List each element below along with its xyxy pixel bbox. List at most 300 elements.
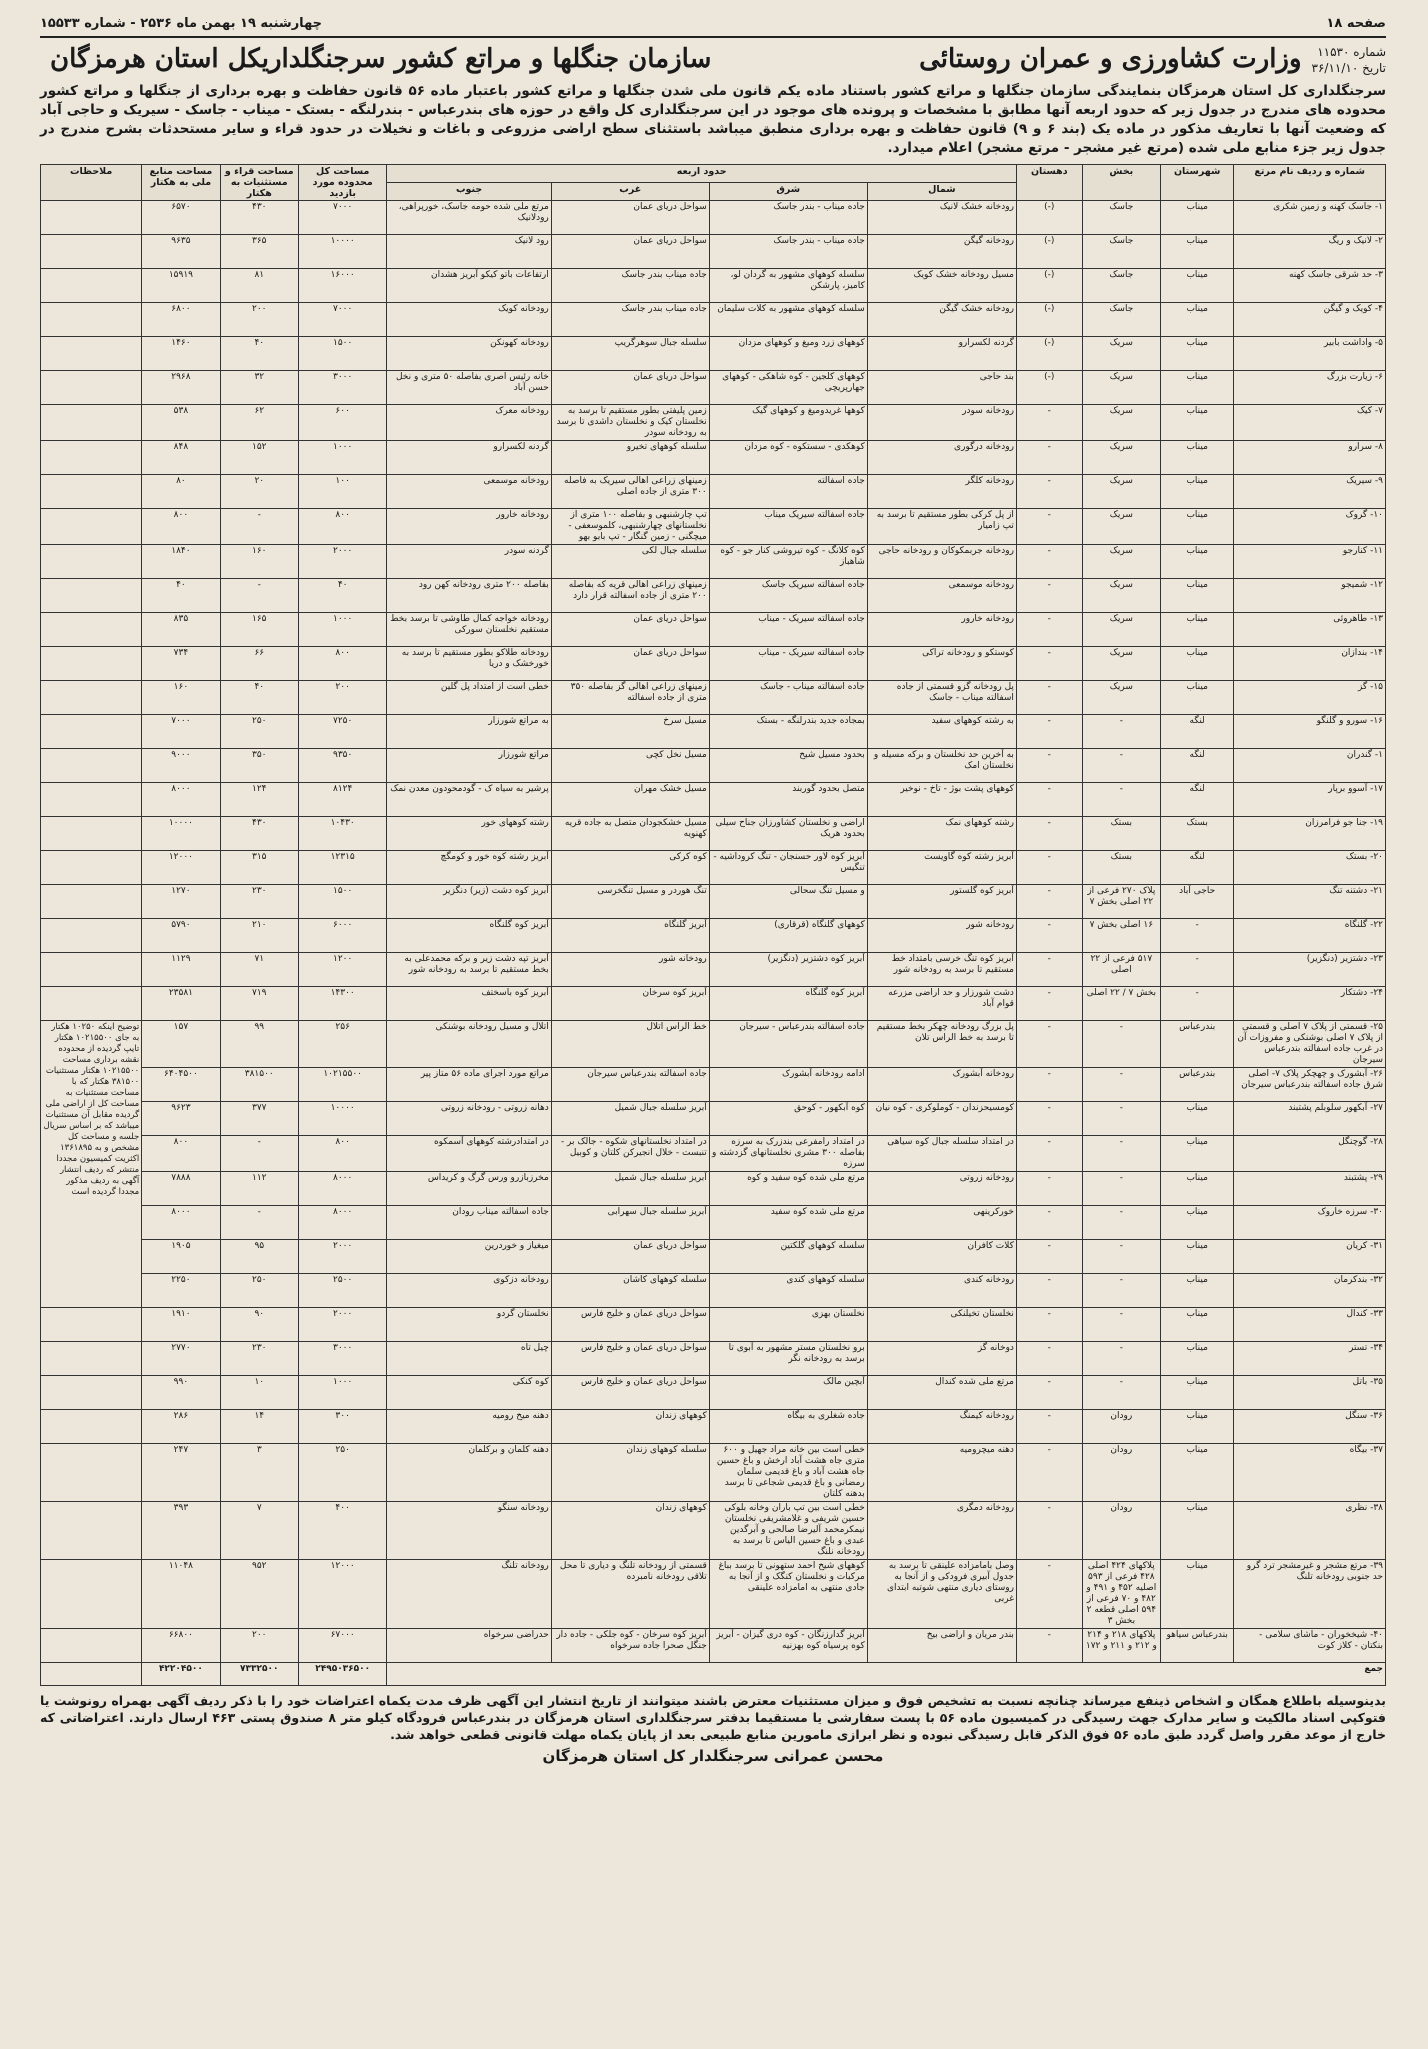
cell-east: کوهکدی - سستکوه - کوه مزدان — [709, 441, 867, 475]
cell-north: رودخانه خشک لانیک — [867, 201, 1016, 235]
cell-district: ۱۶ اصلی بخش ۷ — [1082, 919, 1160, 953]
cell-total: ۲۵۰ — [298, 1444, 386, 1502]
cell-west: آبریز سلسله جبال سهرابی — [551, 1206, 709, 1240]
cell-notes — [41, 201, 142, 235]
table-row — [41, 303, 1386, 337]
notice-heading — [40, 44, 1386, 76]
cell-notes — [41, 681, 142, 715]
table-row — [41, 1274, 1386, 1308]
cell-name: ۲۰- بستک — [1234, 851, 1386, 885]
cell-notes — [41, 1342, 142, 1376]
table-row — [41, 681, 1386, 715]
cell-total: ۱۰۰۰۰ — [298, 235, 386, 269]
cell-dehestan: - — [1016, 749, 1082, 783]
cell-notes — [41, 405, 142, 441]
table-row — [41, 1206, 1386, 1240]
cell-district: سریک — [1082, 579, 1160, 613]
cell-county: میناب — [1161, 475, 1234, 509]
cell-south: رود لانیک — [387, 235, 551, 269]
cell-west: تپ چارشنبهی و بفاصله ۱۰۰ متری از نخلستانهای چهارشنبهی، کلموسعفی - میچگنی - زمین گنگار - تپ بابو بهو — [551, 509, 709, 545]
cell-west: زمینهای زراعی اهالی گز بفاصله ۳۵۰ متری از جاده اسفالته — [551, 681, 709, 715]
cell-national: ۱۴۶۰ — [142, 337, 220, 371]
cell-dehestan: - — [1016, 1274, 1082, 1308]
page-label: صفحه ۱۸ — [1326, 15, 1386, 31]
notice-titles — [40, 44, 1312, 74]
cell-north: آبریز کوه تنگ خرسی بامتداد خط مستقیم تا برسد به رودخانه شور — [867, 953, 1016, 987]
table-row — [41, 885, 1386, 919]
cell-notes — [41, 919, 142, 953]
header-area-excluded: مساحت قراء و مستثنیات به هکتار — [220, 165, 298, 201]
cell-north: وصل بامامزاده علینقی تا برسد به جدول آبیری فرودکی و از آنجا به روستای دیاری منتهی شوتبه ابتدای غربی — [867, 1560, 1016, 1629]
cell-name: ۱۷- آسوو برپار — [1234, 783, 1386, 817]
cell-south: نخلستان گردو — [387, 1308, 551, 1342]
cell-total: ۱۵۰۰ — [298, 337, 386, 371]
cell-name: ۲۷- آبکهور سلوبلم پشتبند — [1234, 1102, 1386, 1136]
cell-dehestan: - — [1016, 1629, 1082, 1663]
cell-county: میناب — [1161, 269, 1234, 303]
cell-county: - — [1161, 987, 1234, 1021]
cell-notes — [41, 987, 142, 1021]
cell-total: ۲۰۰ — [298, 681, 386, 715]
table-row — [41, 545, 1386, 579]
cell-notes — [41, 235, 142, 269]
cell-south: گردنه لکسرارو — [387, 441, 551, 475]
cell-dehestan: - — [1016, 1021, 1082, 1068]
cell-total: ۸۰۰ — [298, 647, 386, 681]
cell-excluded: ۲۰۰ — [220, 1629, 298, 1663]
cell-north: به آخرین حد نخلستان و برکه مسیله و نخلستان امک — [867, 749, 1016, 783]
cell-county: حاجی آباد — [1161, 885, 1234, 919]
cell-south: رودخانه دزکوی — [387, 1274, 551, 1308]
cell-name: ۵- واداشت بابیر — [1234, 337, 1386, 371]
cell-east: مرتع ملی شده کوه سفید — [709, 1206, 867, 1240]
totals-total: ۲۴۹۵۰۳۶۵۰۰ — [298, 1663, 386, 1686]
cell-name: ۳۷- بیگاه — [1234, 1444, 1386, 1502]
cell-total: ۸۰۰ — [298, 1136, 386, 1172]
cell-county: میناب — [1161, 681, 1234, 715]
cell-county: میناب — [1161, 579, 1234, 613]
table-row — [41, 579, 1386, 613]
cell-west: سلسله کوههای زندان — [551, 1444, 709, 1502]
cell-name: ۲۲- گلنگاه — [1234, 919, 1386, 953]
cell-dehestan: (-) — [1016, 371, 1082, 405]
cell-district: رودان — [1082, 1444, 1160, 1502]
cell-excluded: ۱۱۲ — [220, 1172, 298, 1206]
cell-excluded: ۷۱ — [220, 953, 298, 987]
cell-county: میناب — [1161, 303, 1234, 337]
cell-total: ۴۰۰ — [298, 1502, 386, 1560]
cell-excluded: ۱۶۰ — [220, 545, 298, 579]
cell-district: - — [1082, 1376, 1160, 1410]
cell-dehestan: - — [1016, 1136, 1082, 1172]
cell-east: کوههای کلجین - کوه شاهکی - کوههای جهارپریچی — [709, 371, 867, 405]
cell-county: میناب — [1161, 1136, 1234, 1172]
cell-district: جاسک — [1082, 303, 1160, 337]
cell-county: بندرعباس سیاهو — [1161, 1629, 1234, 1663]
cell-county: لنگه — [1161, 783, 1234, 817]
header-district: بخش — [1082, 165, 1160, 201]
cell-district: - — [1082, 1206, 1160, 1240]
cell-west: جاده میناب بندر جاسک — [551, 303, 709, 337]
cell-north: رودخانه کندی — [867, 1274, 1016, 1308]
cell-excluded: - — [220, 509, 298, 545]
cell-south: رشته کوههای خور — [387, 817, 551, 851]
cell-total: ۹۳۵۰ — [298, 749, 386, 783]
cell-north: رودخانه درگوری — [867, 441, 1016, 475]
cell-dehestan: - — [1016, 1172, 1082, 1206]
cell-south: ارتفاعات باتو کیکو آبریز هشدان — [387, 269, 551, 303]
cell-notes — [41, 1560, 142, 1629]
cell-east: در امتداد رامفرعی بندزرک به سرزه بفاصله ۳۰۰ مشری نخلستانهای گزدشته و سرزه — [709, 1136, 867, 1172]
cell-national: ۹۰۰۰ — [142, 749, 220, 783]
table-row — [41, 405, 1386, 441]
cell-east: جاده میناب - بندر جاسک — [709, 235, 867, 269]
cell-dehestan: - — [1016, 1410, 1082, 1444]
cell-south: به مراتع شورزار — [387, 715, 551, 749]
cell-east: جاده اسفالته سیریک جاسک — [709, 579, 867, 613]
cell-excluded: ۹۰ — [220, 1308, 298, 1342]
cell-district: سریک — [1082, 681, 1160, 715]
cell-excluded: ۴۳۰ — [220, 201, 298, 235]
cell-north: رودخانه گیگن — [867, 235, 1016, 269]
cell-south: کوه کنکی — [387, 1376, 551, 1410]
cell-north: دهنه میچرومیه — [867, 1444, 1016, 1502]
cell-excluded: ۳ — [220, 1444, 298, 1502]
cell-dehestan: - — [1016, 509, 1082, 545]
notice-reference — [1312, 44, 1386, 76]
cell-total: ۳۰۰۰ — [298, 371, 386, 405]
cell-national: ۱۲۰۰۰ — [142, 851, 220, 885]
cell-east: آبریز گدارزنگان - کوه دری گیزان - آبریز کوه پرسیاه کوه بهزنیه — [709, 1629, 867, 1663]
cell-south: میغیاز و خوردرین — [387, 1240, 551, 1274]
table-row — [41, 1068, 1386, 1102]
cell-district: سریک — [1082, 647, 1160, 681]
cell-national: ۸۳۵ — [142, 613, 220, 647]
cell-district: رودان — [1082, 1410, 1160, 1444]
cell-name: ۲- لانیک و ریگ — [1234, 235, 1386, 269]
table-row — [41, 1502, 1386, 1560]
cell-north: رودخانه سودر — [867, 405, 1016, 441]
cell-name: ۴۰- شیخخوران - ماشای سلامی - بنکتان - کلاز کوت — [1234, 1629, 1386, 1663]
cell-south: آبریز رشته کوه خور و کومگچ — [387, 851, 551, 885]
cell-district: - — [1082, 1068, 1160, 1102]
cell-west: کوه کرکی — [551, 851, 709, 885]
cell-county: بستک — [1161, 817, 1234, 851]
cell-county: میناب — [1161, 1206, 1234, 1240]
cell-south: رودخانه کهونکن — [387, 337, 551, 371]
cell-county: میناب — [1161, 1560, 1234, 1629]
cell-district: بستک — [1082, 817, 1160, 851]
cell-west: سواحل دریای عمان — [551, 1240, 709, 1274]
cell-west: زمینهای زراعی اهالی قریه که بفاصله ۲۰۰ متری از جاده اسفالته قرار دارد — [551, 579, 709, 613]
cell-west: مسیل خشک مهران — [551, 783, 709, 817]
cell-district: سریک — [1082, 405, 1160, 441]
cell-county: میناب — [1161, 1274, 1234, 1308]
cell-county: میناب — [1161, 371, 1234, 405]
cell-south: رودخانه طلاکو بطور مستقیم تا برسد به خورخشک و دریا — [387, 647, 551, 681]
cell-county: بندرعباس — [1161, 1021, 1234, 1068]
cell-district: - — [1082, 1102, 1160, 1136]
cell-dehestan: - — [1016, 783, 1082, 817]
table-row — [41, 647, 1386, 681]
cell-county: - — [1161, 953, 1234, 987]
cell-total: ۲۰۰۰ — [298, 545, 386, 579]
cell-national: ۹۶۳۵ — [142, 235, 220, 269]
cell-national: ۸۰۰۰ — [142, 1206, 220, 1240]
cell-south: رودخانه معرک — [387, 405, 551, 441]
cell-notes — [41, 885, 142, 919]
cell-west: آبریز گلنگاه — [551, 919, 709, 953]
cell-name: ۱۹- جنا جو فرامرزان — [1234, 817, 1386, 851]
header-area-national: مساحت منابع ملی به هکتار — [142, 165, 220, 201]
cell-county: - — [1161, 919, 1234, 953]
cell-national: ۷۰۰۰ — [142, 715, 220, 749]
cell-south: مراتع شورزار — [387, 749, 551, 783]
cell-national: ۸۰۰۰ — [142, 783, 220, 817]
cell-dehestan: - — [1016, 1308, 1082, 1342]
cell-north: بند حاجی — [867, 371, 1016, 405]
cell-name: ۱۴- بندازان — [1234, 647, 1386, 681]
cell-east: کوهها غریدومیغ و کوههای گیک — [709, 405, 867, 441]
table-row — [41, 1376, 1386, 1410]
cell-dehestan: - — [1016, 1560, 1082, 1629]
cell-national: ۵۳۸ — [142, 405, 220, 441]
cell-district: پلاکهای ۲۱۸ و ۲۱۴ و ۲۱۲ و ۲۱۱ و ۱۷۲ — [1082, 1629, 1160, 1663]
cell-total: ۱۰۰۰ — [298, 1376, 386, 1410]
cell-dehestan: - — [1016, 885, 1082, 919]
table-row — [41, 783, 1386, 817]
cell-south: پرشیر به سیاه ک - گودمحودون معدن نمک — [387, 783, 551, 817]
cell-excluded: ۲۵۰ — [220, 715, 298, 749]
cell-total: ۱۰۴۳۰ — [298, 817, 386, 851]
table-row — [41, 337, 1386, 371]
header-notes: ملاحظات — [41, 165, 142, 201]
cell-dehestan: - — [1016, 919, 1082, 953]
cell-dehestan: - — [1016, 1102, 1082, 1136]
cell-east: آبچین مالک — [709, 1376, 867, 1410]
cell-total: ۳۰۰ — [298, 1410, 386, 1444]
cell-dehestan: - — [1016, 681, 1082, 715]
cell-west: آبریز سلسله جبال شمیل — [551, 1172, 709, 1206]
cell-notes — [41, 783, 142, 817]
cell-south: خانه رئیس اصری بفاصله ۵۰ متری و نخل حسن آباد — [387, 371, 551, 405]
cell-district: سریک — [1082, 509, 1160, 545]
cell-notes — [41, 579, 142, 613]
cell-excluded: ۱۰ — [220, 1376, 298, 1410]
cell-east: بحدود مسیل شیخ — [709, 749, 867, 783]
cell-north: رودخانه جربمکوکان و رودخانه حاجی — [867, 545, 1016, 579]
cell-south: اتلال و مسیل رودخانه بوشنکی — [387, 1021, 551, 1068]
cell-dehestan: - — [1016, 987, 1082, 1021]
cell-north: نخلستان تخیلنکی — [867, 1308, 1016, 1342]
cell-east: جاده اسفالته میناب - جاسک — [709, 681, 867, 715]
cell-national: ۲۳۵۸۱ — [142, 987, 220, 1021]
cell-east: مرتع ملی شده کوه سفید و کوه — [709, 1172, 867, 1206]
cell-total: ۶۷۰۰۰ — [298, 1629, 386, 1663]
cell-county: میناب — [1161, 1444, 1234, 1502]
cell-west: سواحل دریای عمان — [551, 371, 709, 405]
cell-north: گردنه لکسرارو — [867, 337, 1016, 371]
cell-district: ۵۱۷ فرعی از ۲۲ اصلی — [1082, 953, 1160, 987]
cell-notes — [41, 1308, 142, 1342]
cell-national: ۱۹۰۵ — [142, 1240, 220, 1274]
totals-label: جمع — [387, 1663, 1386, 1686]
cell-west: جاده اسفالته بندرعباس سیرجان — [551, 1068, 709, 1102]
cell-name: ۱- گندران — [1234, 749, 1386, 783]
cell-south: آبریز کوه دشت (زیر) دنگزیر — [387, 885, 551, 919]
cell-west: زمینهای زراعی اهالی سیریک به فاصله ۳۰۰ متری از جاده اصلی — [551, 475, 709, 509]
cell-county: میناب — [1161, 201, 1234, 235]
cell-national: ۹۹۰ — [142, 1376, 220, 1410]
cell-total: ۶۰۰۰ — [298, 919, 386, 953]
cell-excluded: ۹۵۲ — [220, 1560, 298, 1629]
cell-south: خطی است از امتداد پل گلین — [387, 681, 551, 715]
cell-notes — [41, 817, 142, 851]
cell-dehestan: - — [1016, 1444, 1082, 1502]
cell-south: چیل تاه — [387, 1342, 551, 1376]
totals-national: ۴۲۲۰۴۵۰۰ — [142, 1663, 220, 1686]
cell-excluded: ۱۵۲ — [220, 441, 298, 475]
cell-north: رودخانه خارور — [867, 613, 1016, 647]
cell-county: میناب — [1161, 1342, 1234, 1376]
table-row — [41, 1410, 1386, 1444]
cell-north: به رشته کوههای سفید — [867, 715, 1016, 749]
cell-county: میناب — [1161, 441, 1234, 475]
cell-north: رودخانه موسمعی — [867, 579, 1016, 613]
cell-district: - — [1082, 1342, 1160, 1376]
cell-county: میناب — [1161, 647, 1234, 681]
cell-district: بخش ۷ / ۲۲ اصلی — [1082, 987, 1160, 1021]
cell-notes — [41, 647, 142, 681]
cell-east: جاده اسفالته — [709, 475, 867, 509]
cell-west: سواحل دریای عمان — [551, 613, 709, 647]
cell-dehestan: - — [1016, 579, 1082, 613]
cell-total: ۲۵۶ — [298, 1021, 386, 1068]
cell-west: سواحل دریای عمان و خلیج فارس — [551, 1308, 709, 1342]
cell-national: ۵۷۹۰ — [142, 919, 220, 953]
cell-dehestan: (-) — [1016, 201, 1082, 235]
cell-east: و مسیل تنگ سحالی — [709, 885, 867, 919]
cell-national: ۷۳۴ — [142, 647, 220, 681]
cell-north: رودخانه کیمنگ — [867, 1410, 1016, 1444]
cell-national: ۸۰۰ — [142, 1136, 220, 1172]
cell-south: جاده اسفالته میناب رودان — [387, 1206, 551, 1240]
notice-intro: سرجنگلداری کل استان هرمزگان بنمایندگی سازمان جنگلها و مراتع کشور باستناد ماده یکم قانون ملی شدن جنگلها و مراتع کشور باعتبار ماده ۵۶ قانون حفاظت و بهره برداری از جنگلها و مراتع کشور محدوده های مندرج در جدول زیر که حدود اربعه آنها مطابق با مشخصات و پرونده های موجود در این سرجنگلداری کل واقع در حوزه های بندرعباس - بندرلنگه - بستک - میناب - جاسک - سیریک و حاجی آباد که وضعیت آنها با تعاریف مذکور در ماده یک (بند ۶ و ۹) قانون حفاظت و بهره برداری منطبق میباشد باستثنای سطح اراضی مزروعی و باغات و نخیلات در حدود قراء و سایر مستحدثات بشرح مندرج در جدول زیر جزء منابع ملی شده (مرتع غیر مشجر - مرتع مشجر) اعلام میدارد. — [40, 83, 1386, 156]
header-east: شرق — [709, 183, 867, 201]
cell-dehestan: - — [1016, 545, 1082, 579]
cell-total: ۴۰ — [298, 579, 386, 613]
cell-dehestan: - — [1016, 1376, 1082, 1410]
cell-excluded: ۲۰۰ — [220, 303, 298, 337]
cell-west: مسیل خشکجودان متصل به جاده قریه کهنویه — [551, 817, 709, 851]
header-rule — [40, 36, 1386, 38]
table-header-row — [41, 165, 1386, 183]
cell-national: ۲۸۶ — [142, 1410, 220, 1444]
table-row — [41, 509, 1386, 545]
cell-county: میناب — [1161, 509, 1234, 545]
cell-national: ۱۱۰۴۸ — [142, 1560, 220, 1629]
cell-district: پلاکهای ۴۲۴ اصلی ۴۲۸ فرعی از ۵۹۳ اصلیه ۴۵۲ و ۴۹۱ و ۴۸۲ و ۷۰ فرعی از ۵۹۴ اصلی قطعه ۲ بخش ۳ — [1082, 1560, 1160, 1629]
cell-dehestan: - — [1016, 715, 1082, 749]
cell-west: کوههای زندان — [551, 1502, 709, 1560]
cell-name: ۳۴- تستر — [1234, 1342, 1386, 1376]
cell-county: میناب — [1161, 1376, 1234, 1410]
cell-national: ۳۹۳ — [142, 1502, 220, 1560]
cell-south: دهانه زروتی - رودخانه زروتی — [387, 1102, 551, 1136]
cell-west: زمین پلیفتی بطور مستقیم تا برسد به نخلستان کیک و نخلستان داشدی تا برسد به رودخانه سودر — [551, 405, 709, 441]
cell-dehestan: (-) — [1016, 235, 1082, 269]
cell-east: آبریز کوه گلنگاه — [709, 987, 867, 1021]
cell-name: ۷- کیک — [1234, 405, 1386, 441]
cell-national: ۱۵۹۱۹ — [142, 269, 220, 303]
cell-east: متصل بحدود گوربند — [709, 783, 867, 817]
cell-county: میناب — [1161, 1308, 1234, 1342]
header-dehestan: دهستان — [1016, 165, 1082, 201]
cell-name: ۴- کویک و گیگن — [1234, 303, 1386, 337]
cell-total: ۱۰۰ — [298, 475, 386, 509]
cell-district: بستک — [1082, 851, 1160, 885]
cell-excluded: - — [220, 1206, 298, 1240]
cell-district: سریک — [1082, 371, 1160, 405]
cell-dehestan: - — [1016, 405, 1082, 441]
cell-notes — [41, 441, 142, 475]
cell-name: ۱۶- سورو و گلنگو — [1234, 715, 1386, 749]
cell-dehestan: - — [1016, 475, 1082, 509]
totals-row — [41, 1663, 1386, 1686]
header-south: جنوب — [387, 183, 551, 201]
cell-national: ۱۸۴۰ — [142, 545, 220, 579]
cell-national: ۱۰۰۰۰ — [142, 817, 220, 851]
cell-district: - — [1082, 749, 1160, 783]
cell-notes — [41, 509, 142, 545]
table-row — [41, 371, 1386, 405]
table-row — [41, 987, 1386, 1021]
rangeland-table — [40, 164, 1386, 1686]
cell-south: رودخانه خواجه کمال طاوشی تا برسد بخط مستقیم نخلستان سورکی — [387, 613, 551, 647]
cell-total: ۲۰۰۰ — [298, 1308, 386, 1342]
cell-total: ۲۵۰۰ — [298, 1274, 386, 1308]
table-row — [41, 441, 1386, 475]
cell-county: میناب — [1161, 545, 1234, 579]
cell-dehestan: - — [1016, 851, 1082, 885]
cell-name: ۳۲- بندکرمان — [1234, 1274, 1386, 1308]
cell-district: رودان — [1082, 1502, 1160, 1560]
cell-county: میناب — [1161, 1410, 1234, 1444]
cell-north: پل بزرگ رودخانه چهکر بخط مستقیم تا برسد به خط الراس تلان — [867, 1021, 1016, 1068]
cell-north: آبریز کوه گلستور — [867, 885, 1016, 919]
cell-north: رودخانه زروتی — [867, 1172, 1016, 1206]
table-row — [41, 1172, 1386, 1206]
cell-total: ۱۲۳۱۵ — [298, 851, 386, 885]
cell-name: ۱- جاسک کهنه و زمین شکری — [1234, 201, 1386, 235]
cell-county: میناب — [1161, 1102, 1234, 1136]
cell-notes — [41, 303, 142, 337]
cell-north: رودخانه آبشورک — [867, 1068, 1016, 1102]
cell-excluded: ۷ — [220, 1502, 298, 1560]
cell-east: اراضی و نخلستان کشاورزان جناح سیلی بحدود هریک — [709, 817, 867, 851]
cell-total: ۸۰۰ — [298, 509, 386, 545]
cell-total: ۶۰۰ — [298, 405, 386, 441]
cell-west: سلسله جبال لکی — [551, 545, 709, 579]
cell-east: جاده شغلری به بیگاه — [709, 1410, 867, 1444]
header-area-total: مساحت کل محدوده مورد بازدید — [298, 165, 386, 201]
cell-district: - — [1082, 1308, 1160, 1342]
cell-east: جاده میناب - بندر جاسک — [709, 201, 867, 235]
cell-south: مرتع ملی شده حومه جاسک، خورپراهی، رودلانیک — [387, 201, 551, 235]
cell-dehestan: (-) — [1016, 303, 1082, 337]
cell-national: ۸۴۸ — [142, 441, 220, 475]
table-row — [41, 1342, 1386, 1376]
